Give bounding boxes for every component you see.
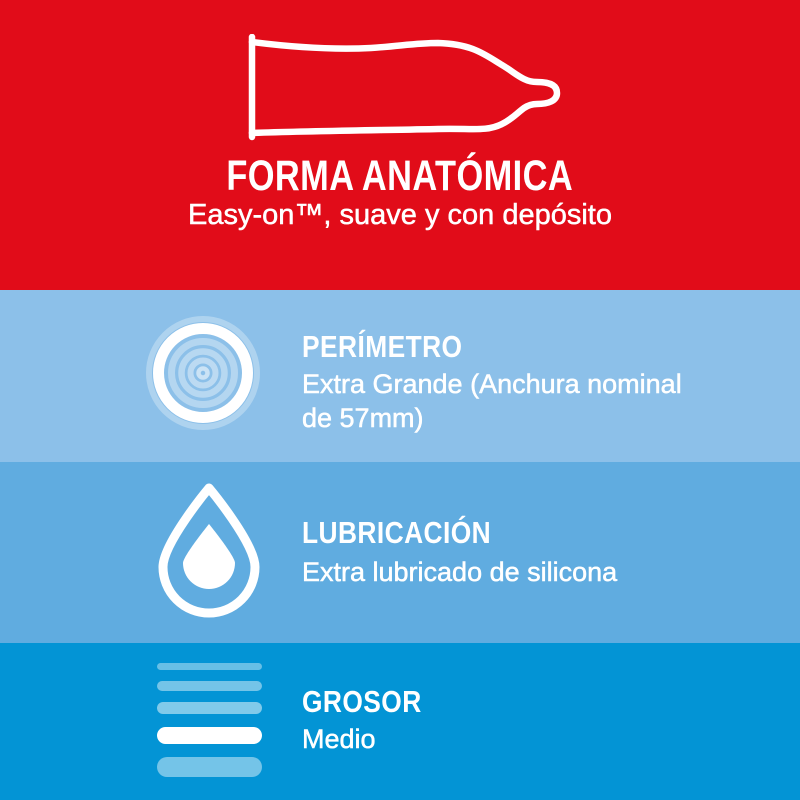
section-title <box>0 152 800 200</box>
feature-heading <box>302 686 443 717</box>
section-lubricacion <box>0 462 800 643</box>
feature-body <box>302 722 376 756</box>
feature-heading <box>302 331 491 362</box>
section-perimetro <box>0 290 800 462</box>
concentric-circles-icon <box>143 313 263 433</box>
feature-body-line: Medio <box>302 724 376 754</box>
feature-heading-text: LUBRICACIÓN <box>302 515 492 550</box>
feature-heading-text: PERÍMETRO <box>302 329 463 364</box>
feature-heading <box>302 517 525 548</box>
feature-body <box>302 367 682 435</box>
condom-outline-icon <box>246 34 566 142</box>
feature-body-line: Extra lubricado de silicona <box>302 557 618 587</box>
section-grosor <box>0 643 800 800</box>
feature-body <box>302 555 617 589</box>
section-forma-anatomica <box>0 0 800 290</box>
water-drop-icon <box>156 482 262 618</box>
section-subtitle: Easy-on™, suave y con depósito <box>188 199 612 231</box>
feature-heading-text: GROSOR <box>302 684 422 719</box>
feature-body-line: de 57mm) <box>302 403 424 433</box>
feature-body-line: Extra Grande (Anchura nominal <box>302 369 682 399</box>
section-title-text: FORMA ANATÓMICA <box>226 152 574 200</box>
thickness-bars-icon <box>157 662 262 779</box>
